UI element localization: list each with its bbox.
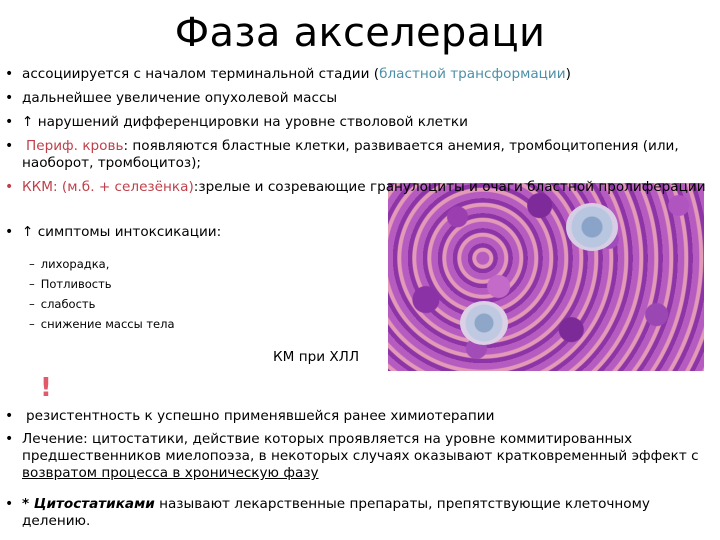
bullet-text: :зрелые и созревающие гранулоциты и очаги бластной пролиферации [193, 179, 706, 195]
bullet-item [5, 114, 712, 131]
bullet-item [5, 179, 712, 196]
bone-marrow-micrograph [388, 183, 704, 371]
bullet-text: ) [565, 66, 571, 82]
bullet-text: ↑ симптомы интоксикации: [22, 224, 222, 240]
slide-title: Фаза акселераци [174, 10, 546, 56]
bullet-highlight: Периф. кровь [26, 138, 124, 154]
bullet-dot: • [5, 431, 14, 447]
bullet-text: называют лекарственные препараты, препятствующие клеточному делению. [22, 496, 650, 529]
exclamation-mark: ! [40, 373, 52, 403]
bullet-highlight: ККМ: (м.б. + селезёнка) [22, 179, 194, 195]
bullet-dot: • [5, 66, 14, 82]
sub-item: – Потливость [29, 277, 112, 291]
bullet-text: дальнейшее увеличение опухолевой массы [22, 90, 338, 106]
bullet-dot: • [5, 496, 14, 512]
blast-cell-image [460, 301, 508, 345]
sub-item-text: лихорадка, [40, 257, 110, 271]
bullet-text: Лечение: цитостатики, действие которых проявляется на уровне коммитированных предшественников миелопоэза, в некоторых случаях оказывают кратковременный эффект с [22, 431, 699, 464]
bullet-dot: • [5, 90, 14, 106]
sub-item: – снижение массы тела [29, 317, 175, 331]
bullet-item [5, 408, 712, 425]
sub-item-text: Потливость [40, 277, 112, 291]
bullet-item [5, 66, 712, 83]
bullet-dot: • [5, 408, 14, 424]
bullet-emphasis: * Цитостатиками [22, 496, 155, 512]
bullet-dot: • [5, 138, 14, 154]
bullet-item [5, 138, 712, 172]
bullet-underlined: возвратом процесса в хроническую фазу [22, 465, 319, 481]
bullet-dot: • [5, 224, 14, 240]
sub-item-text: слабость [40, 297, 96, 311]
bullet-item [5, 224, 712, 241]
sub-item-text: снижение массы тела [40, 317, 175, 331]
sub-item: – слабость [29, 297, 96, 311]
bullet-item [5, 90, 712, 107]
bullet-text: резистентность к успешно применявшейся ранее химиотерапии [26, 408, 495, 424]
bullet-text: ↑ нарушений дифференцировки на уровне стволовой клетки [22, 114, 468, 130]
image-caption: КМ при ХЛЛ [273, 349, 360, 365]
bullet-dot: • [5, 179, 14, 195]
bullet-highlight: бластной трансформации [379, 66, 566, 82]
sub-item: – лихорадка, [29, 257, 110, 271]
bullet-item [5, 431, 712, 482]
bullet-dot: • [5, 114, 14, 130]
bullet-text: : появляются бластные клетки, развивается анемия, тромбоцитопения (или, наоборот, тромбоцитоз); [22, 138, 679, 171]
bullet-item [5, 496, 712, 530]
bullet-text: ассоциируется с началом терминальной стадии ( [22, 66, 380, 82]
